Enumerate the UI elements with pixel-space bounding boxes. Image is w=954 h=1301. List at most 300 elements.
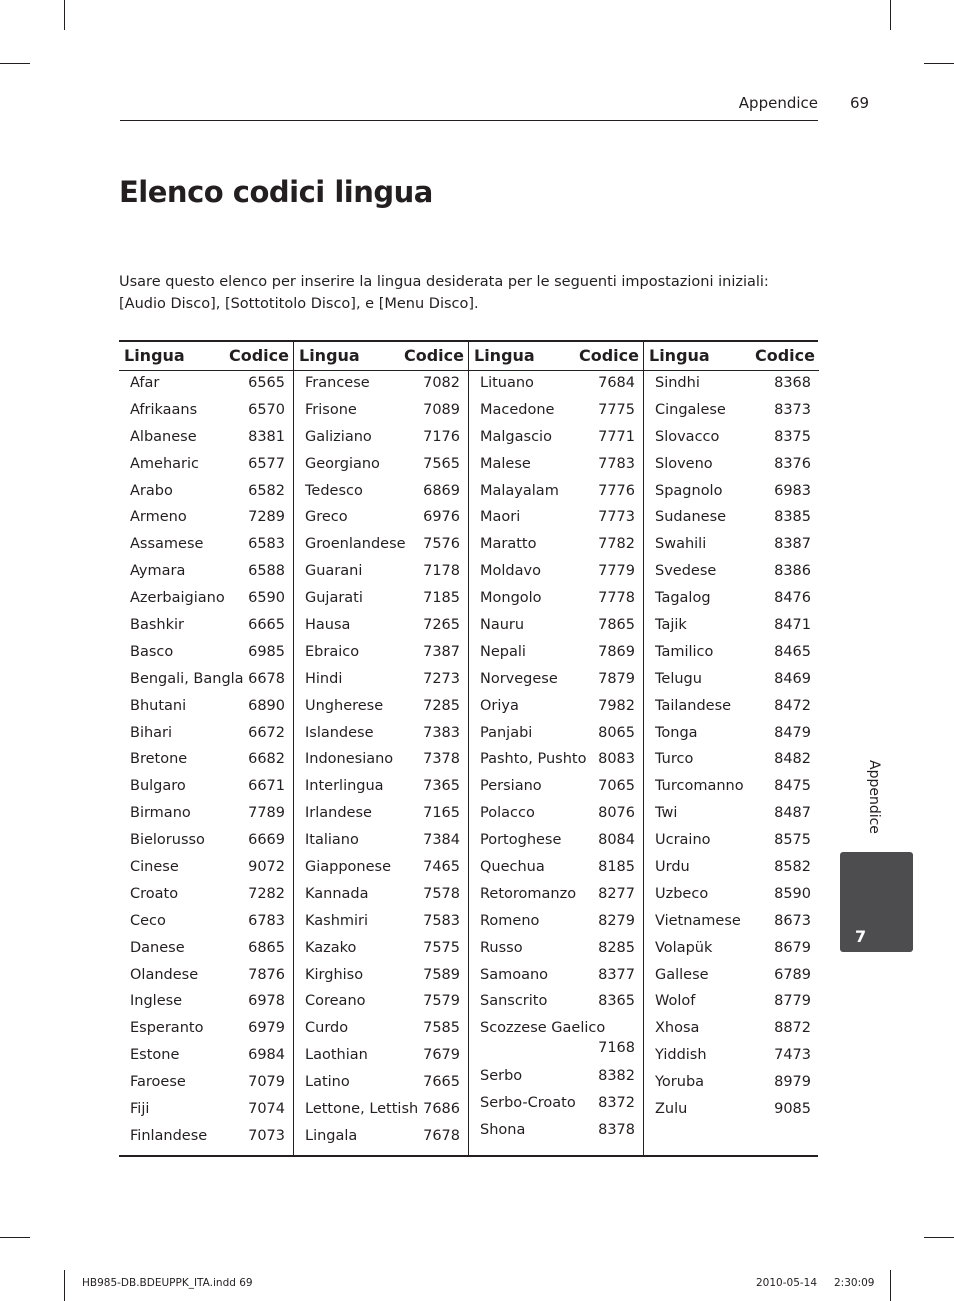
language-name: Samoano bbox=[480, 966, 549, 983]
table-row bbox=[294, 559, 468, 586]
table-row bbox=[644, 559, 819, 586]
table-row bbox=[294, 1070, 468, 1097]
column-header bbox=[294, 342, 468, 371]
table-row bbox=[469, 1091, 643, 1118]
language-code: 8487 bbox=[774, 805, 811, 822]
language-name: Twi bbox=[655, 805, 678, 822]
language-name: Xhosa bbox=[655, 1020, 700, 1037]
language-name: Croato bbox=[130, 885, 179, 902]
crop-mark bbox=[924, 1237, 954, 1238]
table-row bbox=[644, 855, 819, 882]
table-row bbox=[294, 963, 468, 990]
chapter-number: 7 bbox=[855, 927, 867, 946]
table-row bbox=[644, 398, 819, 425]
language-code: 6577 bbox=[248, 455, 285, 472]
language-name: Retoromanzo bbox=[480, 885, 577, 902]
table-row bbox=[294, 882, 468, 909]
page-number: 69 bbox=[850, 94, 870, 112]
side-section-label: Appendice bbox=[866, 760, 882, 834]
language-code: 7771 bbox=[598, 428, 635, 445]
language-name: Swahili bbox=[655, 536, 707, 553]
language-code: 7082 bbox=[423, 375, 460, 391]
language-code: 8382 bbox=[598, 1068, 635, 1085]
table-row bbox=[644, 1070, 819, 1097]
table-row bbox=[119, 721, 293, 748]
language-code: 7273 bbox=[423, 670, 460, 687]
language-code: 7383 bbox=[423, 724, 460, 741]
table-row bbox=[469, 855, 643, 882]
language-code: 7686 bbox=[423, 1101, 460, 1118]
language-code: 8472 bbox=[774, 697, 811, 714]
table-row bbox=[469, 613, 643, 640]
language-name: Nepali bbox=[480, 643, 526, 660]
language-code: 8376 bbox=[774, 455, 811, 472]
language-name: Ungherese bbox=[305, 697, 384, 714]
table-row bbox=[644, 747, 819, 774]
table-row bbox=[644, 1097, 819, 1124]
table-row bbox=[644, 694, 819, 721]
table-row bbox=[294, 801, 468, 828]
language-name: Macedone bbox=[480, 401, 555, 418]
language-name: Volapük bbox=[655, 939, 713, 956]
language-code: 8375 bbox=[774, 428, 811, 445]
language-code: 7684 bbox=[598, 375, 635, 391]
language-name: Latino bbox=[305, 1074, 350, 1091]
language-code: 8185 bbox=[598, 859, 635, 876]
table-row bbox=[119, 694, 293, 721]
table-row bbox=[644, 425, 819, 452]
table-row bbox=[644, 909, 819, 936]
table-row bbox=[644, 452, 819, 479]
language-name: Pashto, Pushto bbox=[480, 751, 587, 768]
language-name: Francese bbox=[305, 375, 370, 391]
language-code: 6590 bbox=[248, 590, 285, 607]
language-name: Oriya bbox=[480, 697, 519, 714]
language-code: 8590 bbox=[774, 885, 811, 902]
table-row bbox=[644, 936, 819, 963]
language-code: 6984 bbox=[248, 1047, 285, 1064]
language-name: Armeno bbox=[130, 509, 187, 526]
language-code: 7465 bbox=[423, 859, 460, 876]
language-code: 8465 bbox=[774, 643, 811, 660]
crop-mark bbox=[890, 1270, 891, 1301]
header-codice: Codice bbox=[754, 346, 815, 365]
language-code: 8475 bbox=[774, 778, 811, 795]
language-name: Urdu bbox=[655, 859, 690, 876]
language-name: Bielorusso bbox=[130, 832, 205, 849]
language-name: Laothian bbox=[305, 1047, 368, 1064]
table-row bbox=[294, 425, 468, 452]
table-row bbox=[294, 694, 468, 721]
language-name: Romeno bbox=[480, 912, 540, 929]
table-row bbox=[294, 909, 468, 936]
language-name: Bashkir bbox=[130, 617, 184, 634]
table-row bbox=[644, 1016, 819, 1043]
language-code: 6570 bbox=[248, 401, 285, 418]
language-name: Azerbaigiano bbox=[130, 590, 225, 607]
table-row bbox=[119, 1070, 293, 1097]
table-column bbox=[293, 342, 468, 1155]
language-name: Spagnolo bbox=[655, 482, 723, 499]
language-code: 8368 bbox=[774, 375, 811, 391]
language-name: Gallese bbox=[655, 966, 709, 983]
table-row bbox=[644, 586, 819, 613]
table-row bbox=[644, 371, 819, 398]
table-row bbox=[644, 989, 819, 1016]
language-code: 7579 bbox=[423, 993, 460, 1010]
language-code: 8387 bbox=[774, 536, 811, 553]
language-name: Nauru bbox=[480, 617, 525, 634]
language-name: Faroese bbox=[130, 1074, 186, 1091]
language-code: 6583 bbox=[248, 536, 285, 553]
table-row bbox=[469, 559, 643, 586]
table-row bbox=[119, 479, 293, 506]
language-name: Afrikaans bbox=[130, 401, 198, 418]
language-code: 8575 bbox=[774, 832, 811, 849]
crop-mark bbox=[0, 63, 30, 64]
table-row bbox=[294, 1097, 468, 1124]
running-header bbox=[120, 94, 818, 121]
language-code: 8279 bbox=[598, 912, 635, 929]
table-row bbox=[469, 452, 643, 479]
language-code: 7565 bbox=[423, 455, 460, 472]
table-row bbox=[469, 532, 643, 559]
table-row bbox=[294, 855, 468, 882]
language-name: Indonesiano bbox=[305, 751, 394, 768]
language-name: Gujarati bbox=[305, 590, 363, 607]
table-row bbox=[119, 989, 293, 1016]
language-code: 8365 bbox=[598, 993, 635, 1010]
crop-mark bbox=[0, 1237, 30, 1238]
column-header bbox=[469, 342, 643, 371]
table-row bbox=[644, 505, 819, 532]
table-row bbox=[119, 774, 293, 801]
table-row bbox=[119, 532, 293, 559]
page-title: Elenco codici lingua bbox=[119, 175, 433, 209]
table-row bbox=[294, 936, 468, 963]
language-name: Tonga bbox=[655, 724, 698, 741]
language-name: Cinese bbox=[130, 859, 179, 876]
table-row bbox=[119, 640, 293, 667]
language-code: 6582 bbox=[248, 482, 285, 499]
language-code: 7982 bbox=[598, 697, 635, 714]
table-row bbox=[644, 828, 819, 855]
table-row bbox=[469, 667, 643, 694]
language-code: 6672 bbox=[248, 724, 285, 741]
table-row bbox=[119, 586, 293, 613]
language-code: 8083 bbox=[598, 751, 635, 768]
column-header bbox=[119, 342, 293, 371]
language-code: 6985 bbox=[248, 643, 285, 660]
header-section: Appendice bbox=[738, 94, 818, 112]
language-name: Estone bbox=[130, 1047, 180, 1064]
table-row bbox=[469, 371, 643, 398]
table-row bbox=[469, 640, 643, 667]
language-name: Portoghese bbox=[480, 832, 562, 849]
table-row bbox=[294, 532, 468, 559]
language-code: 7583 bbox=[423, 912, 460, 929]
language-code: 6983 bbox=[774, 482, 811, 499]
header-lingua: Lingua bbox=[299, 346, 360, 365]
table-row bbox=[119, 828, 293, 855]
language-name: Galiziano bbox=[305, 428, 372, 445]
table-column bbox=[643, 342, 819, 1155]
language-code: 7576 bbox=[423, 536, 460, 553]
language-code: 6865 bbox=[248, 939, 285, 956]
table-row bbox=[469, 882, 643, 909]
table-row bbox=[469, 1118, 643, 1145]
language-code: 7074 bbox=[248, 1101, 285, 1118]
language-code: 7384 bbox=[423, 832, 460, 849]
language-code: 8872 bbox=[774, 1020, 811, 1037]
language-code: 6978 bbox=[248, 993, 285, 1010]
table-row bbox=[469, 505, 643, 532]
language-code: 8277 bbox=[598, 885, 635, 902]
language-name: Ucraino bbox=[655, 832, 711, 849]
language-name: Lingala bbox=[305, 1127, 358, 1144]
table-row bbox=[119, 1016, 293, 1043]
language-name: Wolof bbox=[655, 993, 696, 1010]
language-name: Frisone bbox=[305, 401, 357, 418]
intro-text bbox=[119, 271, 819, 315]
table-row bbox=[469, 398, 643, 425]
language-code: 7185 bbox=[423, 590, 460, 607]
language-code: 7678 bbox=[423, 1127, 460, 1144]
language-name: Bihari bbox=[130, 724, 173, 741]
table-row bbox=[294, 989, 468, 1016]
table-row bbox=[119, 1124, 293, 1151]
language-code: 8381 bbox=[248, 428, 285, 445]
language-name: Uzbeco bbox=[655, 885, 709, 902]
language-name: Bulgaro bbox=[130, 778, 186, 795]
language-name: Groenlandese bbox=[305, 536, 406, 553]
language-name: Irlandese bbox=[305, 805, 372, 822]
table-row bbox=[119, 909, 293, 936]
footer-file: HB985-DB.BDEUPPK_ITA.indd 69 bbox=[82, 1277, 253, 1289]
language-code-table bbox=[119, 340, 818, 1157]
table-column bbox=[119, 342, 293, 1155]
language-name: Telugu bbox=[655, 670, 702, 687]
language-name: Sudanese bbox=[655, 509, 727, 526]
table-row bbox=[294, 828, 468, 855]
language-name: Georgiano bbox=[305, 455, 380, 472]
language-code: 8469 bbox=[774, 670, 811, 687]
table-row bbox=[469, 909, 643, 936]
language-name: Hausa bbox=[305, 617, 351, 634]
language-code: 7289 bbox=[248, 509, 285, 526]
table-row bbox=[119, 559, 293, 586]
table-row bbox=[119, 425, 293, 452]
language-name: Polacco bbox=[480, 805, 535, 822]
language-name: Curdo bbox=[305, 1020, 349, 1037]
language-code: 7473 bbox=[774, 1047, 811, 1064]
language-code: 9085 bbox=[774, 1101, 811, 1118]
table-row bbox=[294, 613, 468, 640]
table-column bbox=[468, 342, 643, 1155]
table-row bbox=[294, 371, 468, 398]
language-name: Kashmiri bbox=[305, 912, 369, 929]
language-name: Mongolo bbox=[480, 590, 542, 607]
language-name: Zulu bbox=[655, 1101, 688, 1118]
language-code: 8084 bbox=[598, 832, 635, 849]
table-row bbox=[644, 479, 819, 506]
language-name: Tailandese bbox=[655, 697, 732, 714]
language-name: Persiano bbox=[480, 778, 542, 795]
table-row bbox=[119, 855, 293, 882]
language-code: 7079 bbox=[248, 1074, 285, 1091]
language-code: 8471 bbox=[774, 617, 811, 634]
language-name: Kirghiso bbox=[305, 966, 364, 983]
table-row bbox=[119, 882, 293, 909]
language-code: 8377 bbox=[598, 966, 635, 983]
language-code: 7783 bbox=[598, 455, 635, 472]
language-code: 6682 bbox=[248, 751, 285, 768]
language-code: 9072 bbox=[248, 859, 285, 876]
language-code: 7776 bbox=[598, 482, 635, 499]
table-row bbox=[294, 721, 468, 748]
table-row bbox=[644, 640, 819, 667]
table-row bbox=[469, 963, 643, 990]
language-name: Islandese bbox=[305, 724, 374, 741]
language-name: Coreano bbox=[305, 993, 366, 1010]
table-row bbox=[294, 1016, 468, 1043]
language-code: 7782 bbox=[598, 536, 635, 553]
language-name: Tajik bbox=[655, 617, 687, 634]
footer-date: 2010-05-14 bbox=[756, 1277, 818, 1289]
language-name: Cingalese bbox=[655, 401, 726, 418]
language-code: 7665 bbox=[423, 1074, 460, 1091]
language-name: Hindi bbox=[305, 670, 343, 687]
column-header bbox=[644, 342, 819, 371]
language-code: 6678 bbox=[248, 670, 285, 687]
language-code: 6588 bbox=[248, 563, 285, 580]
language-code: 8065 bbox=[598, 724, 635, 741]
language-code: 6669 bbox=[248, 832, 285, 849]
language-code: 8076 bbox=[598, 805, 635, 822]
footer-time: 2:30:09 bbox=[834, 1277, 875, 1289]
language-name: Finlandese bbox=[130, 1127, 208, 1144]
language-code: 6783 bbox=[248, 912, 285, 929]
language-code: 6976 bbox=[423, 509, 460, 526]
table-row bbox=[294, 1043, 468, 1070]
table-row bbox=[294, 505, 468, 532]
language-code: 7176 bbox=[423, 428, 460, 445]
language-code: 8285 bbox=[598, 939, 635, 956]
language-code: 7282 bbox=[248, 885, 285, 902]
language-code: 7679 bbox=[423, 1047, 460, 1064]
language-name: Maori bbox=[480, 509, 521, 526]
language-name: Bretone bbox=[130, 751, 188, 768]
language-name: Lituano bbox=[480, 375, 534, 391]
table-row bbox=[294, 1124, 468, 1151]
language-name: Aymara bbox=[130, 563, 186, 580]
language-code: 7165 bbox=[423, 805, 460, 822]
crop-mark bbox=[64, 0, 65, 30]
language-name: Maratto bbox=[480, 536, 537, 553]
language-name: Esperanto bbox=[130, 1020, 204, 1037]
language-name: Turco bbox=[655, 751, 694, 768]
table-row bbox=[119, 613, 293, 640]
language-name: Arabo bbox=[130, 482, 173, 499]
language-name: Yoruba bbox=[655, 1074, 705, 1091]
language-name: Albanese bbox=[130, 428, 197, 445]
language-name: Svedese bbox=[655, 563, 717, 580]
table-row bbox=[469, 1016, 643, 1064]
language-code: 7089 bbox=[423, 401, 460, 418]
table-row bbox=[119, 1097, 293, 1124]
language-code: 6979 bbox=[248, 1020, 285, 1037]
table-row bbox=[644, 882, 819, 909]
language-name: Assamese bbox=[130, 536, 204, 553]
language-name: Turcomanno bbox=[655, 778, 744, 795]
language-name: Giapponese bbox=[305, 859, 392, 876]
language-name: Yiddish bbox=[655, 1047, 707, 1064]
language-code: 7285 bbox=[423, 697, 460, 714]
table-row bbox=[644, 1043, 819, 1070]
header-lingua: Lingua bbox=[649, 346, 710, 365]
table-row bbox=[469, 721, 643, 748]
language-code: 6671 bbox=[248, 778, 285, 795]
chapter-tab bbox=[840, 852, 913, 952]
language-name: Danese bbox=[130, 939, 185, 956]
table-row bbox=[469, 1064, 643, 1091]
table-row bbox=[469, 801, 643, 828]
language-code: 8476 bbox=[774, 590, 811, 607]
header-codice: Codice bbox=[228, 346, 289, 365]
language-code: 7773 bbox=[598, 509, 635, 526]
language-code: 7775 bbox=[598, 401, 635, 418]
language-code: 7065 bbox=[598, 778, 635, 795]
table-row bbox=[469, 479, 643, 506]
table-row bbox=[469, 586, 643, 613]
table-row bbox=[644, 532, 819, 559]
language-name: Ameharic bbox=[130, 455, 200, 472]
language-code: 7575 bbox=[423, 939, 460, 956]
language-code: 8582 bbox=[774, 859, 811, 876]
language-name: Sloveno bbox=[655, 455, 713, 472]
language-code: 7779 bbox=[598, 563, 635, 580]
table-row bbox=[119, 452, 293, 479]
language-name: Slovacco bbox=[655, 428, 720, 445]
language-code: 8482 bbox=[774, 751, 811, 768]
language-code: 8479 bbox=[774, 724, 811, 741]
language-name: Inglese bbox=[130, 993, 183, 1010]
table-row bbox=[119, 936, 293, 963]
table-row bbox=[294, 640, 468, 667]
table-row bbox=[294, 398, 468, 425]
table-row bbox=[469, 989, 643, 1016]
language-name: Malgascio bbox=[480, 428, 552, 445]
language-code: 6789 bbox=[774, 966, 811, 983]
table-row bbox=[294, 479, 468, 506]
table-row bbox=[644, 613, 819, 640]
table-row bbox=[294, 747, 468, 774]
language-code: 6890 bbox=[248, 697, 285, 714]
table-row bbox=[294, 586, 468, 613]
language-code: 7365 bbox=[423, 778, 460, 795]
language-name: Lettone, Lettish bbox=[305, 1101, 419, 1118]
table-row bbox=[119, 801, 293, 828]
header-lingua: Lingua bbox=[124, 346, 185, 365]
crop-mark bbox=[64, 1270, 65, 1301]
table-row bbox=[644, 774, 819, 801]
language-name: Interlingua bbox=[305, 778, 384, 795]
language-name: Malese bbox=[480, 455, 531, 472]
language-name: Birmano bbox=[130, 805, 191, 822]
language-name: Serbo bbox=[480, 1068, 523, 1085]
table-row bbox=[469, 936, 643, 963]
table-row bbox=[119, 1043, 293, 1070]
